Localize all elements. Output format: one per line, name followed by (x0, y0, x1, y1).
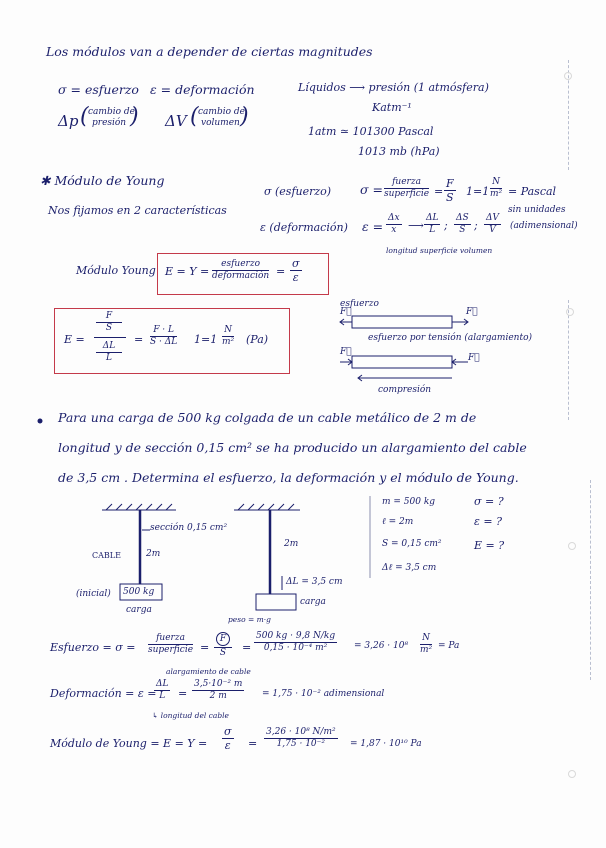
cable-length-2: 2m (284, 539, 299, 549)
numerator: N (420, 634, 432, 645)
numerator: N (222, 326, 234, 337)
numerator: ΔL (156, 679, 169, 689)
denominator: V (489, 225, 496, 235)
f-vector-left: F⃗ (340, 307, 352, 317)
given-length: ℓ = 2m (382, 517, 414, 527)
sigma-eq-lhs: σ = (360, 182, 383, 197)
dv-note-1: cambio de (198, 107, 245, 117)
carga-label-1: carga (126, 605, 152, 615)
paren-open: ( (80, 104, 89, 129)
equals-sign: = (276, 265, 286, 278)
young-calc-label: Módulo de Young = E = Y = (50, 737, 208, 750)
denominator: ε (292, 271, 299, 284)
given-mass: m = 500 kg (382, 497, 436, 507)
paren-close: ) (240, 104, 249, 129)
numerator: fuerza (384, 178, 429, 189)
numerator: ΔL (426, 213, 439, 223)
problem-line-1: Para una carga de 500 kg colgada de un cable metálico de 2 m de (58, 410, 477, 425)
problem-line-3: de 3,5 cm . Determina el esfuerzo, la deformación y el módulo de Young. (58, 470, 519, 485)
denominator: superficie (384, 189, 430, 199)
strain-calc-label: Deformación = ε = (50, 687, 157, 700)
fraction-n-m2 (420, 634, 432, 655)
problem-line-2: longitud y de sección 0,15 cm² se ha producido un alargamiento del cable (58, 440, 527, 455)
numerator: ΔS (456, 213, 469, 223)
pa-unit: = Pa (438, 641, 460, 651)
denominator: S (105, 323, 113, 333)
dv-note-2: volumen (201, 118, 240, 128)
fraction-force-surface (148, 634, 193, 655)
numerator: F (96, 312, 122, 323)
cable-length-note: ↳ longitud del cable (152, 711, 229, 720)
epsilon-definition: ε = deformación (150, 82, 255, 97)
unit-equality: 1=1 (466, 185, 490, 198)
denominator: L (429, 225, 436, 235)
liquids-text: Líquidos ⟶ presión (1 atmósfera) (298, 81, 489, 94)
denominator: superficie (148, 645, 194, 655)
atm-conversion-2: 1013 mb (hPa) (358, 145, 440, 158)
denominator: m² (222, 337, 235, 347)
denominator: S (446, 191, 454, 204)
section-label: sección 0,15 cm² (150, 523, 228, 533)
branch-epsilon: ε (deformación) (260, 221, 348, 234)
denominator: L (159, 691, 166, 701)
unit-equality: 1=1 (194, 333, 218, 346)
e-lhs: E = (64, 333, 85, 346)
numerator: ΔV (486, 213, 499, 223)
f-vector-left: F⃗ (340, 347, 352, 357)
bullet (38, 419, 43, 424)
tension-bar (352, 316, 452, 328)
strain-result: = 1,75 · 10⁻² adimensional (262, 689, 385, 699)
fraction-values (192, 680, 244, 701)
dp-note-2: presión (92, 118, 127, 128)
cable-length-1: 2m (146, 549, 161, 559)
equals-sign: = (134, 333, 144, 346)
length-surface-volume-labels: longitud superficie volumen (386, 246, 493, 255)
cable-label: CABLE (92, 551, 121, 560)
numerator: F · L (150, 326, 177, 337)
katm-text: Katm⁻¹ (372, 101, 412, 114)
sigma-definition: σ = esfuerzo (58, 82, 139, 97)
denominator: L (106, 353, 112, 363)
unknown-epsilon: ε = ? (474, 515, 503, 528)
denominator: m² (420, 645, 433, 655)
separator: ; (444, 219, 448, 232)
modulo-young-label: Módulo Young (76, 264, 156, 277)
equals-sign: = (200, 641, 210, 654)
esfuerzo-label: esfuerzo (340, 299, 379, 309)
denominator: ε (224, 739, 231, 752)
delta-v-symbol: ΔV (165, 112, 187, 130)
f-vector-right: F⃗ (468, 353, 480, 363)
separator: ; (474, 219, 478, 232)
numerator: 500 kg · 9,8 N/kg (256, 631, 336, 641)
atm-conversion-1: 1atm ≃ 101300 Pascal (308, 125, 434, 138)
fraction-dl-l (154, 680, 170, 701)
branch-sigma: σ (esfuerzo) (264, 185, 332, 198)
numerator: σ (292, 257, 300, 270)
weight-note: peso = m·g (228, 615, 271, 624)
initial-label: (inicial) (76, 589, 111, 599)
young-result: = 1,87 · 10¹⁰ Pa (350, 739, 422, 749)
young-lhs: E = Y = (165, 265, 210, 278)
elongation-note: alargamiento de cable (166, 667, 251, 676)
eps-eq-lhs: ε = (362, 219, 384, 234)
denominator: x (391, 225, 397, 235)
numerator: esfuerzo (212, 260, 269, 271)
elongation-label: ΔL = 3,5 cm (286, 577, 343, 587)
equals-sign: = (434, 185, 444, 198)
equals-sign: = (178, 687, 188, 700)
numerator: 3,5·10⁻² m (194, 679, 243, 689)
numerator: σ (224, 725, 232, 738)
denominator: 2 m (209, 691, 227, 701)
delta-p-symbol: Δp (58, 112, 79, 130)
ceiling-hatch-1 (106, 504, 172, 510)
f-vector-right: F⃗ (466, 307, 478, 317)
numerator: fuerza (148, 634, 193, 645)
mass-label: 500 kg (123, 587, 155, 597)
fraction-young-values (264, 728, 338, 749)
no-units-note: sin unidades (508, 205, 566, 215)
equals-sign: = (242, 641, 252, 654)
denominator: 0,15 · 10⁻⁴ m² (263, 643, 328, 653)
equals-sign: = (248, 737, 258, 750)
fraction-sigma-eps (222, 726, 234, 751)
denominator: S (459, 225, 466, 235)
numerator: N (490, 178, 502, 189)
denominator: 1,75 · 10⁻² (276, 739, 326, 749)
numerator: 3,26 · 10⁸ N/m² (266, 727, 336, 737)
intro-text: Los módulos van a depender de ciertas magnitudes (46, 44, 373, 59)
unknown-e: E = ? (474, 539, 505, 552)
arrow: ⟶ (408, 219, 424, 232)
fraction-weight-area (254, 632, 337, 653)
paren-open: ( (190, 104, 199, 129)
circled-f: F (216, 632, 230, 646)
adimensional-note: (adimensional) (510, 221, 578, 231)
ceiling-hatch-2 (238, 504, 294, 510)
denominator: deformación (212, 271, 270, 281)
unknown-sigma: σ = ? (474, 495, 504, 508)
stress-result: = 3,26 · 10⁸ (354, 641, 409, 651)
pascal-text: = Pascal (508, 185, 557, 198)
compression-label: compresión (378, 385, 432, 395)
tension-label: esfuerzo por tensión (alargamiento) (368, 333, 533, 343)
numerator (214, 632, 232, 648)
dp-note-1: cambio de (88, 107, 135, 117)
fraction-f-s-circled (214, 632, 232, 658)
denominator: m² (490, 189, 503, 199)
given-elongation: Δℓ = 3,5 cm (382, 563, 437, 573)
denominator: S (219, 648, 227, 658)
numerator: F (446, 177, 454, 190)
denominator: S · ΔL (150, 337, 178, 347)
characteristics-text: Nos fijamos en 2 características (48, 204, 227, 217)
young-title: ✱ Módulo de Young (40, 173, 165, 188)
compression-bar (352, 356, 452, 368)
paren-close: ) (130, 104, 139, 129)
numerator: ΔL (96, 342, 122, 353)
pa-unit: (Pa) (246, 333, 269, 346)
mass-box-2 (256, 594, 296, 610)
numerator: Δx (388, 213, 400, 223)
stress-calc-label: Esfuerzo = σ = (50, 641, 136, 654)
given-section: S = 0,15 cm² (382, 539, 442, 549)
carga-label-2: carga (300, 597, 326, 607)
